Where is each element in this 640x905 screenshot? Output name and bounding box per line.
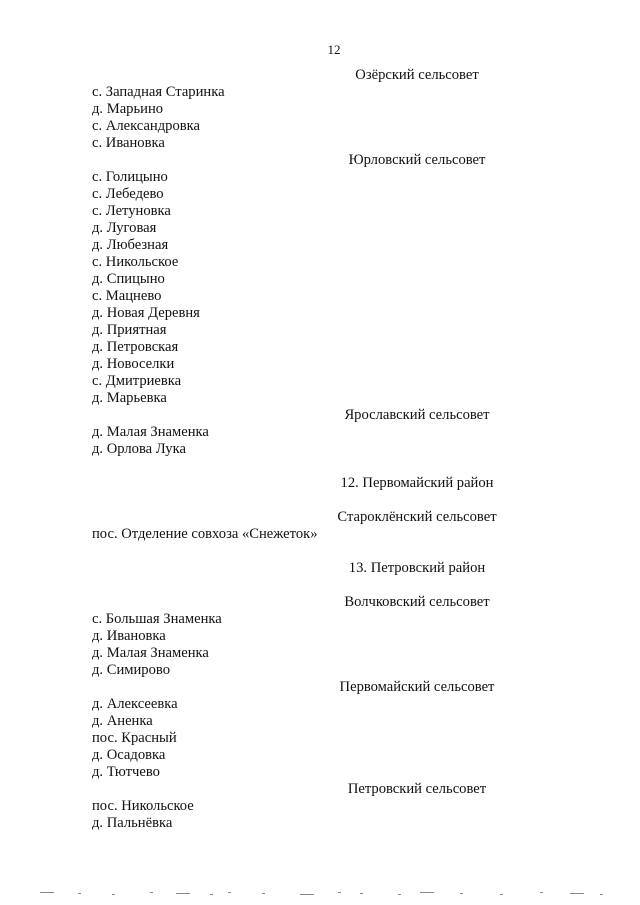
section-spacer [92,577,572,594]
scan-speck [40,892,54,893]
section-spacer [92,492,572,509]
section-heading: Петровский сельсовет [347,781,487,797]
settlement-entry: пос. Никольское [92,798,194,814]
section-heading: Ярославский сельсовет [344,407,490,423]
scan-speck [150,892,153,893]
settlement-entry: д. Орлова Лука [92,441,186,457]
scan-speck [338,892,341,893]
settlement-entry: д. Малая Знаменка [92,424,209,440]
scan-speck [210,894,213,895]
scan-speck [540,892,543,893]
scan-speck [420,892,434,893]
section-heading: Волчковский сельсовет [344,594,490,610]
scan-speck [228,892,231,893]
settlement-entry: д. Луговая [92,220,157,236]
settlement-entry: д. Аненка [92,713,153,729]
settlement-entry: пос. Красный [92,730,177,746]
section-spacer [92,458,572,475]
settlement-entry: с. Дмитриевка [92,373,182,389]
settlement-entry: д. Петровская [92,339,179,355]
section-heading: Староклёнский сельсовет [337,509,497,525]
scan-speck [262,893,265,894]
settlement-entry: с. Западная Старинка [92,84,225,100]
settlement-entry: пос. Отделение совхоза «Снежеток» [92,526,318,542]
settlement-entry: д. Тютчево [92,764,160,780]
settlement-entry: с. Мацнево [92,288,162,304]
scan-speck [300,894,314,895]
settlement-entry: д. Ивановка [92,628,166,644]
settlement-entry: с. Ивановка [92,135,165,151]
settlement-entry: д. Симирово [92,662,170,678]
settlement-entry: д. Новоселки [92,356,175,372]
settlement-entry: с. Летуновка [92,203,171,219]
settlement-entry: д. Марьино [92,101,164,117]
settlement-entry: д. Спицыно [92,271,165,287]
page-number: 12 [327,42,341,57]
settlement-entry: с. Большая Знаменка [92,611,222,627]
scan-speck [398,894,401,895]
scan-speck [570,893,584,894]
section-spacer [92,543,572,560]
section-heading: Озёрский сельсовет [355,67,479,83]
settlement-entry: д. Новая Деревня [92,305,200,321]
settlement-entry: д. Пальнёвка [92,815,173,831]
settlement-entry: с. Лебедево [92,186,164,202]
settlement-entry: д. Осадовка [92,747,166,763]
section-heading: Первомайский сельсовет [339,679,495,695]
settlement-list [92,67,572,832]
scan-speck [600,894,603,895]
scan-noise [0,892,640,902]
settlement-entry: с. Никольское [92,254,179,270]
settlement-entry: д. Марьевка [92,390,167,406]
section-heading: 13. Петровский район [348,560,486,576]
scan-speck [460,893,463,894]
section-heading: Юрловский сельсовет [348,152,486,168]
scan-speck [176,893,190,894]
settlement-entry: д. Любезная [92,237,169,253]
scan-speck [360,893,363,894]
settlement-entry: д. Малая Знаменка [92,645,209,661]
scan-speck [112,894,115,895]
scan-speck [78,893,81,894]
settlement-entry: с. Александровка [92,118,200,134]
settlement-entry: с. Голицыно [92,169,168,185]
section-heading: 12. Первомайский район [340,475,494,491]
settlement-entry: д. Алексеевка [92,696,178,712]
scan-speck [500,894,503,895]
settlement-entry: д. Приятная [92,322,167,338]
